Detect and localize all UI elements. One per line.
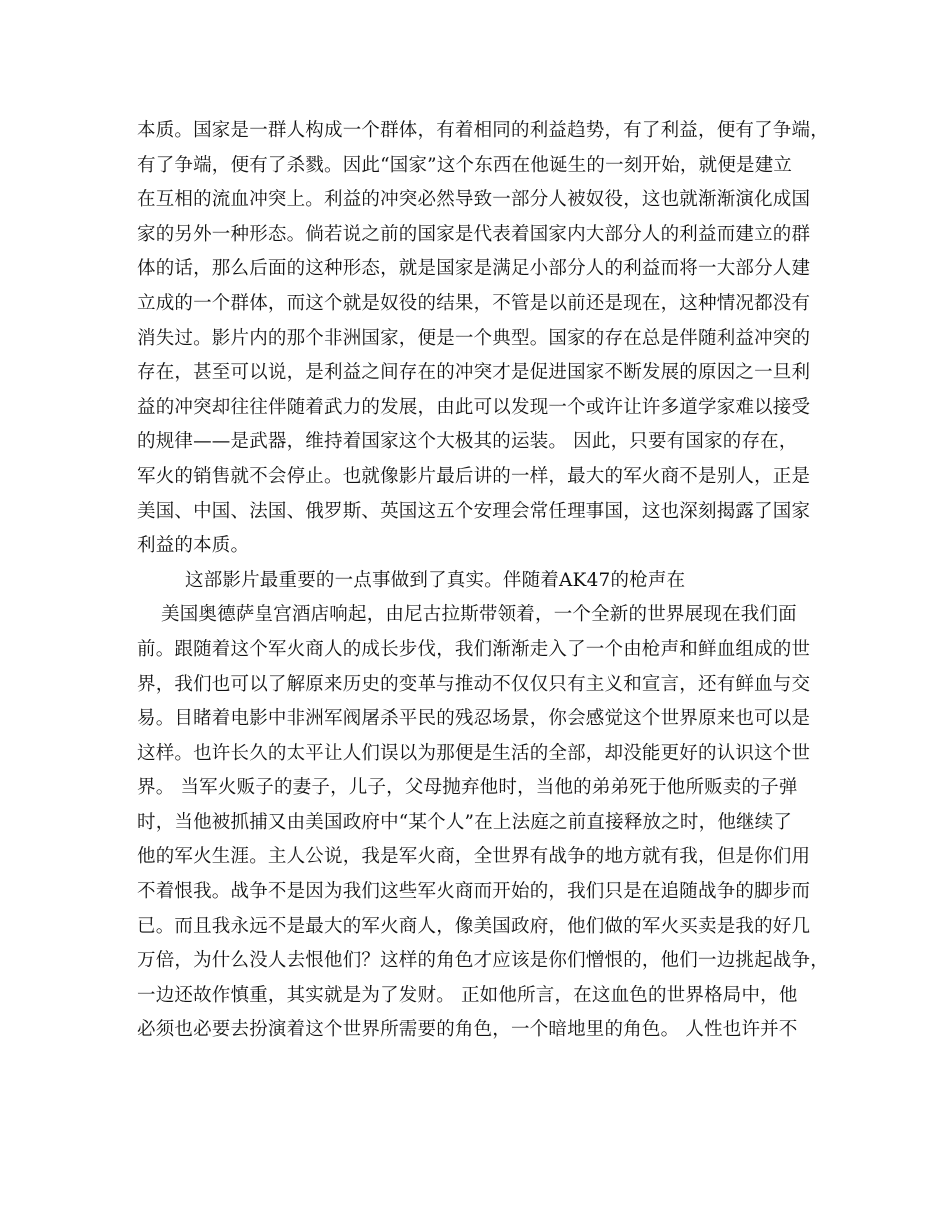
text-line: 时，当他被抓捕又由美国政府中“某个人”在上法庭之前直接释放之时，他继续了	[137, 811, 793, 833]
paragraph-start-line: 这部影片最重要的一点事做到了真实。伴随着AK47的枪声在	[185, 569, 686, 591]
text-line: 美国、中国、法国、俄罗斯、英国这五个安理会常任理事国，这也深刻揭露了国家	[137, 500, 811, 522]
text-line: 立成的一个群体，而这个就是奴役的结果，不管是以前还是现在，这种情况都没有	[137, 292, 811, 314]
text-line: 前。跟随着这个军火商人的成长步伐，我们渐渐走入了一个由枪声和鲜血组成的世	[137, 638, 811, 660]
text-line: 万倍，为什么没人去恨他们？这样的角色才应该是你们憎恨的，他们一边挑起战争，	[137, 950, 829, 972]
text-line: 必须也必要去扮演着这个世界所需要的角色，一个暗地里的角色。 人性也许并不	[137, 1019, 798, 1041]
text-line: 家的另外一种形态。倘若说之前的国家是代表着国家内大部分人的利益而建立的群	[137, 223, 811, 245]
text-line: 界。 当军火贩子的妻子，儿子，父母抛弃他时，当他的弟弟死于他所贩卖的子弹	[137, 777, 798, 799]
text-line: 利益的本质。	[137, 535, 250, 557]
text-line: 他的军火生涯。主人公说，我是军火商，全世界有战争的地方就有我，但是你们用	[137, 846, 811, 868]
text-line: 的规律——是武器，维持着国家这个大极其的运装。 因此，只要有国家的存在，	[137, 431, 798, 453]
text-line: 体的话，那么后面的这种形态，就是国家是满足小部分人的利益而将一大部分人建	[137, 258, 811, 280]
body-text	[137, 114, 827, 1048]
text-line: 界，我们也可以了解原来历史的变革与推动不仅仅只有主义和宣言，还有鲜血与交	[137, 673, 811, 695]
text-line: 本质。国家是一群人构成一个群体，有着相同的利益趋势，有了利益，便有了争端，	[137, 120, 829, 141]
text-line: 军火的销售就不会停止。也就像影片最后讲的一样，最大的军火商不是别人，正是	[137, 465, 811, 487]
text-line: 在互相的流血冲突上。利益的冲突必然导致一部分人被奴役，这也就渐渐演化成国	[137, 189, 811, 211]
text-line: 已。而且我永远不是最大的军火商人，像美国政府，他们做的军火买卖是我的好几	[137, 915, 811, 937]
text-line: 消失过。影片内的那个非洲国家，便是一个典型。国家的存在总是伴随利益冲突的	[137, 327, 811, 349]
text-line: 一边还故作慎重，其实就是为了发财。 正如他所言，在这血色的世界格局中，他	[137, 984, 798, 1006]
text-line: 易。目睹着电影中非洲军阀屠杀平民的残忍场景，你会感觉这个世界原来也可以是	[137, 708, 811, 730]
text-line: 存在，甚至可以说，是利益之间存在的冲突才是促进国家不断发展的原因之一旦利	[137, 362, 811, 384]
text-line: 这样。也许长久的太平让人们误以为那便是生活的全部，却没能更好的认识这个世	[137, 742, 811, 764]
text-line: 有了争端，便有了杀戮。因此“国家”这个东西在他诞生的一刻开始，就便是建立	[137, 154, 793, 176]
text-line: 美国奥德萨皇宫酒店响起，由尼古拉斯带领着，一个全新的世界展现在我们面	[161, 604, 797, 626]
text-line: 益的冲突却往往伴随着武力的发展，由此可以发现一个或许让许多道学家难以接受	[137, 396, 811, 418]
text-line: 不着恨我。战争不是因为我们这些军火商而开始的，我们只是在追随战争的脚步而	[137, 881, 811, 903]
